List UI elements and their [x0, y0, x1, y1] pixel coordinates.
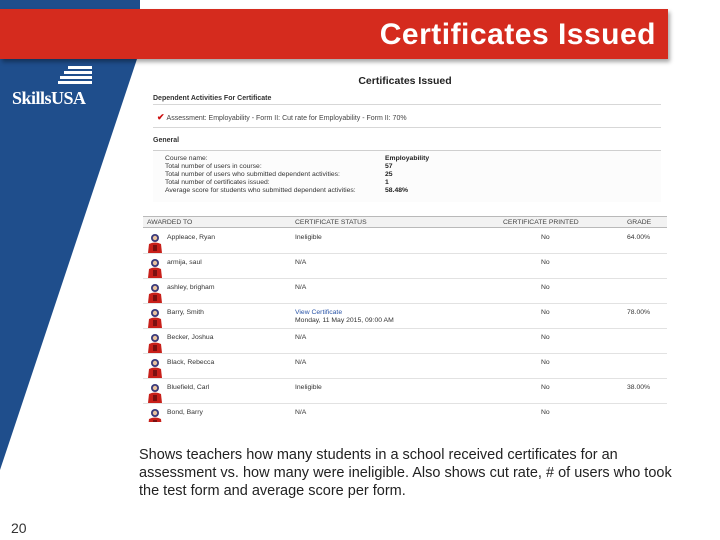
awarded-to-name[interactable]: Bond, Barry	[167, 409, 203, 416]
general-label: Average score for students who submitted dependent activities:	[165, 187, 356, 194]
skillsusa-logo	[12, 66, 112, 110]
certificate-status: N/A	[295, 259, 307, 266]
column-header-certificate-printed[interactable]: CERTIFICATE PRINTED	[503, 219, 579, 226]
general-label: Total number of users in course:	[165, 163, 262, 170]
section-divider	[153, 104, 661, 105]
general-value: 1	[385, 179, 389, 186]
certificate-printed: No	[541, 309, 550, 316]
column-header-grade[interactable]: GRADE	[627, 219, 652, 226]
certificate-printed: No	[541, 234, 550, 241]
table-row	[143, 379, 667, 404]
user-avatar-icon[interactable]	[147, 283, 163, 303]
general-label: Course name:	[165, 155, 208, 162]
general-value: 25	[385, 171, 393, 178]
awarded-to-name[interactable]: Becker, Joshua	[167, 334, 214, 341]
certificate-status: Ineligible	[295, 384, 322, 391]
column-header-certificate-status[interactable]: CERTIFICATE STATUS	[295, 219, 367, 226]
table-row	[143, 229, 667, 254]
general-section-heading: General	[153, 137, 180, 144]
certificate-printed: No	[541, 359, 550, 366]
certificate-printed: No	[541, 409, 550, 416]
general-value: 57	[385, 163, 393, 170]
certificate-status: N/A	[295, 409, 307, 416]
report-title: Certificates Issued	[358, 75, 452, 87]
certificate-printed: No	[541, 284, 550, 291]
logo-text: SkillsUSA	[12, 88, 86, 108]
dependent-activity-text[interactable]: Assessment: Employability - Form II: Cut rate for Employability - Form II: 70%	[166, 115, 407, 122]
user-avatar-icon[interactable]	[147, 233, 163, 253]
certificates-report-screenshot	[143, 70, 667, 422]
certificate-status: N/A	[295, 359, 307, 366]
grade-value: 78.00%	[627, 309, 651, 316]
general-info-panel	[153, 150, 661, 202]
awarded-to-name[interactable]: armija, saul	[167, 259, 202, 266]
table-row	[143, 279, 667, 304]
awarded-to-name[interactable]: Black, Rebecca	[167, 359, 215, 366]
table-row	[143, 404, 667, 422]
table-row	[143, 329, 667, 354]
general-value: 58.48%	[385, 187, 409, 194]
slide-caption: Shows teachers how many students in a school received certificates for an assessment vs. how many were ineligible. Also shows cut rate, # of users who took the test form and average score per form.	[139, 447, 672, 499]
table-row	[143, 354, 667, 379]
user-avatar-icon[interactable]	[147, 383, 163, 403]
awarded-to-name[interactable]: Bluefield, Carl	[167, 384, 210, 391]
table-row	[143, 304, 667, 329]
grade-value: 64.00%	[627, 234, 651, 241]
user-avatar-icon[interactable]	[147, 308, 163, 328]
flag-stripes-icon	[58, 66, 96, 88]
certificate-status[interactable]: View Certificate	[295, 309, 343, 316]
general-label: Total number of certificates issued:	[165, 179, 270, 186]
table-row	[143, 254, 667, 279]
grade-value: 38.00%	[627, 384, 651, 391]
user-avatar-icon[interactable]	[147, 358, 163, 378]
dependent-activity-item	[157, 112, 407, 123]
title-banner	[0, 9, 668, 59]
slide-title: Certificates Issued	[379, 18, 656, 51]
certificate-status: Ineligible	[295, 234, 322, 241]
user-avatar-icon[interactable]	[147, 408, 163, 422]
general-value: Employability	[385, 155, 430, 162]
certificate-printed: No	[541, 384, 550, 391]
awarded-to-name[interactable]: Barry, Smith	[167, 309, 204, 316]
general-label: Total number of users who submitted dependent activities:	[165, 171, 340, 178]
awarded-to-name[interactable]: Appleace, Ryan	[167, 234, 215, 241]
section-divider	[153, 127, 661, 128]
certificate-status: N/A	[295, 284, 307, 291]
certificate-printed: No	[541, 334, 550, 341]
dependent-section-heading: Dependent Activities For Certificate	[153, 95, 272, 102]
awarded-to-name[interactable]: ashley, brigham	[167, 284, 215, 291]
certificate-status: N/A	[295, 334, 307, 341]
user-avatar-icon[interactable]	[147, 333, 163, 353]
page-number: 20	[11, 520, 27, 536]
certificate-date: Monday, 11 May 2015, 09:00 AM	[295, 317, 394, 324]
user-avatar-icon[interactable]	[147, 258, 163, 278]
certificate-printed: No	[541, 259, 550, 266]
column-header-awarded-to[interactable]: AWARDED TO	[147, 219, 193, 226]
checkmark-icon: ✔	[157, 112, 165, 122]
table-header	[143, 216, 667, 228]
